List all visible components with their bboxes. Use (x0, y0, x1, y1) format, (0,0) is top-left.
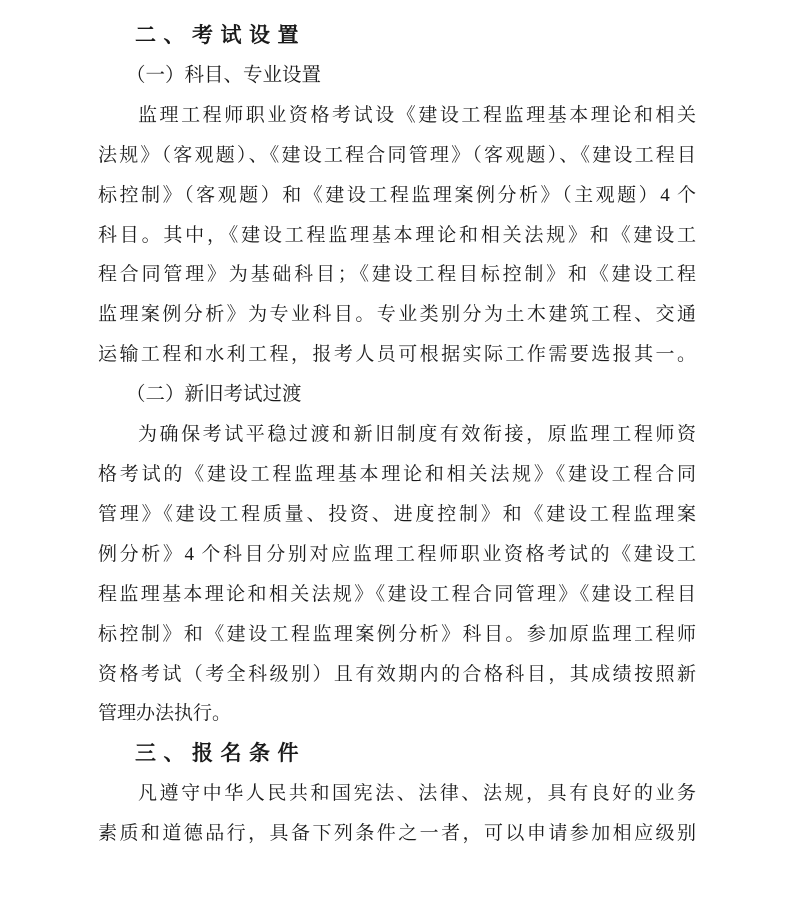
body-text-line: 管理》《建设工程质量、投资、进度控制》和《建设工程监理案 (98, 503, 696, 525)
subsection-heading: （二）新旧考试过渡 (126, 384, 302, 406)
body-text-line: 标控制》和《建设工程监理案例分析》科目。参加原监理工程师 (98, 623, 696, 645)
body-text-line: 法规》（客观题）、《建设工程合同管理》（客观题）、《建设工程目 (98, 144, 696, 166)
section-heading: 三、报名条件 (135, 742, 306, 766)
body-text-line: 管理办法执行。 (98, 703, 232, 725)
body-text-line: 为确保考试平稳过渡和新旧制度有效衔接，原监理工程师资 (138, 424, 696, 446)
body-text-line: 监理工程师职业资格考试设《建设工程监理基本理论和相关 (138, 104, 696, 126)
body-text-line: 格考试的《建设工程监理基本理论和相关法规》《建设工程合同 (98, 463, 696, 485)
body-text-line: 科目。其中，《建设工程监理基本理论和相关法规》和《建设工 (98, 224, 696, 246)
body-text-line: 例分析》4 个科目分别对应监理工程师职业资格考试的《建设工 (98, 543, 696, 565)
section-heading: 二、考试设置 (135, 24, 306, 47)
body-text-line: 程合同管理》为基础科目；《建设工程目标控制》和《建设工程 (98, 264, 696, 286)
body-text-line: 程监理基本理论和相关法规》《建设工程合同管理》《建设工程目 (98, 583, 696, 605)
document-content (98, 16, 696, 854)
body-text-line: 标控制》（客观题）和《建设工程监理案例分析》（主观题）4 个 (98, 184, 696, 206)
body-text-line: 监理案例分析》为专业科目。专业类别分为土木建筑工程、交通 (98, 304, 696, 326)
body-text-line: 运输工程和水利工程，报考人员可根据实际工作需要选报其一。 (98, 344, 696, 366)
body-text-line: 凡遵守中华人民共和国宪法、法律、法规，具有良好的业务 (138, 783, 696, 805)
body-text-line: 资格考试（考全科级别）且有效期内的合格科目，其成绩按照新 (98, 663, 696, 685)
subsection-heading: （一）科目、专业设置 (126, 64, 322, 86)
body-text-line: 素质和道德品行，具备下列条件之一者，可以申请参加相应级别 (98, 823, 696, 845)
